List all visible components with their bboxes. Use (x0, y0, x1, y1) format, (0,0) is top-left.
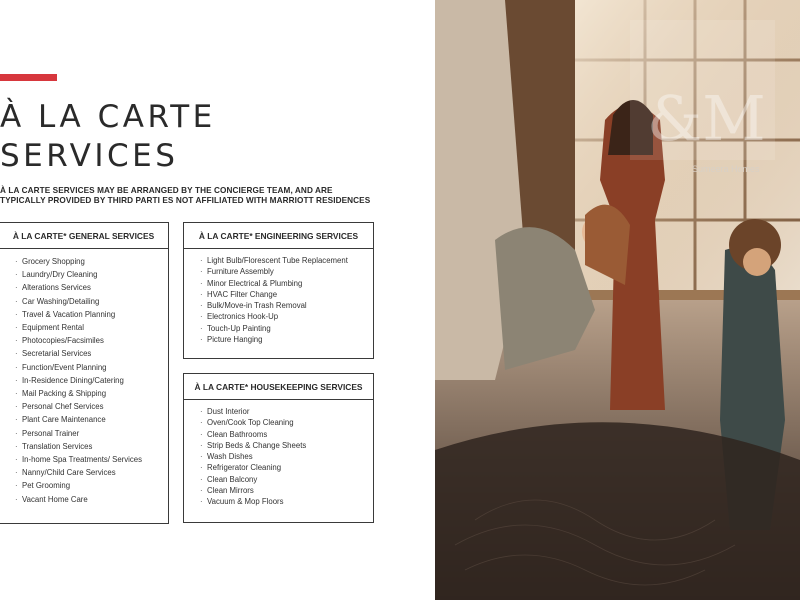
service-label: Clean Balcony (207, 474, 258, 484)
bullet-icon: · (15, 323, 18, 333)
bullet-icon: · (200, 497, 203, 507)
service-list-item (200, 451, 373, 462)
service-label: Picture Hanging (207, 335, 263, 345)
service-label: In-Residence Dining/Catering (22, 375, 124, 385)
watermark-logo-text: &M (647, 82, 766, 155)
service-list-item (200, 474, 373, 485)
service-list-item (15, 334, 168, 347)
service-list-item (200, 429, 373, 440)
bullet-icon: · (15, 468, 18, 478)
service-label: Vacant Home Care (22, 494, 88, 504)
bullet-icon: · (200, 335, 203, 345)
bullet-icon: · (15, 375, 18, 385)
engineering-services-box (183, 222, 374, 359)
service-label: In-home Spa Treatments/ Services (22, 455, 143, 465)
bullet-icon: · (15, 428, 18, 438)
title-line-1: À LA CARTE (0, 99, 216, 135)
bullet-icon: · (15, 296, 18, 306)
service-label: Refrigerator Cleaning (207, 463, 282, 473)
bullet-icon: · (200, 301, 203, 311)
title-line-2: SERVICES (0, 138, 179, 174)
watermark-logo (630, 20, 775, 160)
service-label: Pet Grooming (22, 481, 71, 491)
service-label: HVAC Filter Change (207, 289, 278, 299)
bullet-icon: · (200, 256, 203, 265)
service-list-item (15, 427, 168, 440)
bullet-icon: · (200, 452, 203, 462)
service-list-item (15, 479, 168, 492)
service-list-item (15, 268, 168, 281)
bullet-icon: · (200, 463, 203, 473)
service-list-item (200, 266, 373, 277)
bullet-icon: · (15, 349, 18, 359)
service-list-item (200, 323, 373, 334)
page-subtitle: À LA CARTE SERVICES MAY BE ARRANGED BY THE CONCIERGE TEAM, AND ARE TYPICALLY PROVIDED BY THIRD PARTI ES NOT AFFILIATED WITH MARRIOTT RESIDENCES (0, 186, 371, 205)
bullet-icon: · (200, 407, 203, 416)
lobby-photo-illustration (435, 0, 800, 600)
bullet-icon: · (200, 267, 203, 277)
bullet-icon: · (200, 418, 203, 428)
bullet-icon: · (200, 323, 203, 333)
service-label: Function/Event Planning (22, 362, 107, 372)
service-list-item (200, 255, 373, 266)
general-services-title: À LA CARTE* GENERAL SERVICES (0, 223, 168, 249)
service-label: Vacuum & Mop Floors (207, 497, 284, 507)
service-list-item (200, 300, 373, 311)
page-title (0, 98, 216, 176)
bullet-icon: · (15, 270, 18, 280)
bullet-icon: · (15, 441, 18, 451)
service-label: Furniture Assembly (207, 267, 274, 277)
bullet-icon: · (15, 283, 18, 293)
service-list-item (200, 462, 373, 473)
service-list-item (15, 453, 168, 466)
lobby-photo (435, 0, 800, 600)
service-label: Clean Mirrors (207, 486, 254, 496)
service-list-item (15, 281, 168, 294)
service-label: Touch-Up Painting (207, 323, 271, 333)
housekeeping-services-list (184, 400, 373, 508)
service-list-item (200, 278, 373, 289)
service-list-item (200, 406, 373, 417)
service-label: Oven/Cook Top Cleaning (207, 418, 294, 428)
bullet-icon: · (15, 389, 18, 399)
bullet-icon: · (15, 309, 18, 319)
service-label: Strip Beds & Change Sheets (207, 440, 307, 450)
service-label: Personal Chef Services (22, 402, 104, 412)
general-services-list (0, 249, 168, 506)
service-list-item (15, 400, 168, 413)
bullet-icon: · (15, 455, 18, 465)
service-list-item (200, 289, 373, 300)
bullet-icon: · (200, 312, 203, 322)
service-list-item (200, 485, 373, 496)
bullet-icon: · (200, 278, 203, 288)
service-list-item (15, 413, 168, 426)
bullet-icon: · (15, 336, 18, 346)
service-label: Light Bulb/Florescent Tube Replacement (207, 256, 348, 265)
watermark-text: Sumeera Homes (692, 164, 760, 174)
bullet-icon: · (15, 257, 18, 266)
service-list-item (15, 440, 168, 453)
service-list-item (15, 374, 168, 387)
service-label: Plant Care Maintenance (22, 415, 106, 425)
service-list-item (200, 417, 373, 428)
service-list-item (200, 311, 373, 322)
service-label: Equipment Rental (22, 323, 84, 333)
service-label: Photocopies/Facsimiles (22, 336, 104, 346)
housekeeping-services-title: À LA CARTE* HOUSEKEEPING SERVICES (184, 374, 373, 400)
service-label: Secretarial Services (22, 349, 92, 359)
service-list-item (15, 255, 168, 268)
service-label: Laundry/Dry Cleaning (22, 270, 98, 280)
bullet-icon: · (200, 289, 203, 299)
service-list-item (15, 387, 168, 400)
general-services-box (0, 222, 169, 524)
service-list-item (15, 347, 168, 360)
housekeeping-services-box (183, 373, 374, 523)
service-label: Personal Trainer (22, 428, 80, 438)
bullet-icon: · (15, 494, 18, 504)
bullet-icon: · (200, 440, 203, 450)
service-list-item (15, 321, 168, 334)
service-list-item (200, 440, 373, 451)
service-label: Bulk/Move-in Trash Removal (207, 301, 307, 311)
bullet-icon: · (15, 402, 18, 412)
service-label: Alterations Services (22, 283, 91, 293)
service-label: Grocery Shopping (22, 257, 85, 266)
engineering-services-list (184, 249, 373, 345)
bullet-icon: · (15, 481, 18, 491)
bullet-icon: · (200, 486, 203, 496)
engineering-services-title: À LA CARTE* ENGINEERING SERVICES (184, 223, 373, 249)
service-label: Mail Packing & Shipping (22, 389, 107, 399)
service-label: Nanny/Child Care Services (22, 468, 116, 478)
service-list-item (15, 295, 168, 308)
service-label: Car Washing/Detailing (22, 296, 100, 306)
service-list-item (15, 361, 168, 374)
service-label: Travel & Vacation Planning (22, 309, 116, 319)
service-list-item (15, 466, 168, 479)
service-label: Clean Bathrooms (207, 429, 268, 439)
bullet-icon: · (15, 362, 18, 372)
bullet-icon: · (200, 474, 203, 484)
bullet-icon: · (15, 415, 18, 425)
bullet-icon: · (200, 429, 203, 439)
service-list-item (200, 496, 373, 507)
service-list-item (200, 334, 373, 345)
service-label: Electronics Hook-Up (207, 312, 279, 322)
service-list-item (15, 493, 168, 506)
service-label: Minor Electrical & Plumbing (207, 278, 303, 288)
accent-bar (0, 74, 57, 81)
service-label: Dust Interior (207, 407, 250, 416)
service-label: Wash Dishes (207, 452, 253, 462)
service-list-item (15, 308, 168, 321)
service-label: Translation Services (22, 441, 93, 451)
